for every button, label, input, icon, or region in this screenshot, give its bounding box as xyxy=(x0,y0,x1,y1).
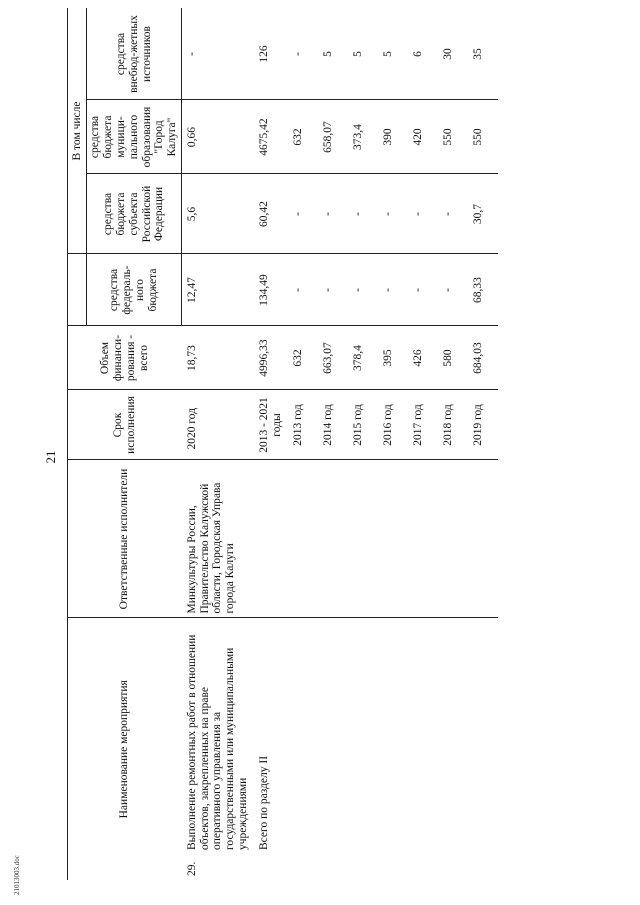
row-term: 2014 год xyxy=(318,390,348,460)
row-name-cell xyxy=(408,618,438,880)
row-executors xyxy=(408,460,438,618)
row-municipal: 4675,42 xyxy=(254,100,288,174)
row-federal: - xyxy=(378,254,408,326)
row-executors: Минкультуры России, Правительство Калужской области, Городская Управа города Калуги xyxy=(182,460,254,618)
header-federal: средства федераль-ного бюджета xyxy=(87,254,182,326)
header-blank-cell xyxy=(68,254,87,326)
row-municipal: 390 xyxy=(378,100,408,174)
row-term: 2013 - 2021 годы xyxy=(254,390,288,460)
row-federal: 134,49 xyxy=(254,254,288,326)
row-volume: 4996,33 xyxy=(254,326,288,390)
row-title: Всего по разделу II xyxy=(258,755,270,850)
row-volume: 684,03 xyxy=(468,326,498,390)
table-row xyxy=(318,8,348,880)
row-municipal: 373,4 xyxy=(348,100,378,174)
row-municipal: 658,07 xyxy=(318,100,348,174)
row-municipal: 550 xyxy=(438,100,468,174)
table-container xyxy=(67,8,557,880)
row-name-cell xyxy=(254,618,288,880)
row-term: 2017 год xyxy=(408,390,438,460)
row-number: 29. xyxy=(185,861,198,876)
row-volume: 426 xyxy=(408,326,438,390)
header-in-total: В том числе xyxy=(68,8,87,254)
row-volume: 378,4 xyxy=(348,326,378,390)
page-number: 21 xyxy=(43,450,58,464)
row-federal: - xyxy=(438,254,468,326)
header-offbudget: средства внебюд-жетных источников xyxy=(87,8,182,100)
row-offbudget: 5 xyxy=(348,8,378,100)
row-volume: 18,73 xyxy=(182,326,254,390)
header-name: Наименование мероприятия xyxy=(68,618,182,880)
header-term: Срок исполнения xyxy=(68,390,182,460)
document-id-footer: 21013003.doc xyxy=(13,855,21,895)
row-subject: - xyxy=(318,174,348,254)
row-offbudget: - xyxy=(288,8,318,100)
row-executors xyxy=(254,460,288,618)
row-term: 2019 год xyxy=(468,390,498,460)
row-federal: 68,33 xyxy=(468,254,498,326)
row-offbudget: 5 xyxy=(378,8,408,100)
row-term: 2013 год xyxy=(288,390,318,460)
row-federal: - xyxy=(318,254,348,326)
table-row xyxy=(288,8,318,880)
financing-table xyxy=(67,8,498,880)
row-offbudget: - xyxy=(182,8,254,100)
row-term: 2016 год xyxy=(378,390,408,460)
row-executors xyxy=(468,460,498,618)
row-municipal: 0,66 xyxy=(182,100,254,174)
table-row xyxy=(468,8,498,880)
row-volume: 580 xyxy=(438,326,468,390)
row-volume: 632 xyxy=(288,326,318,390)
row-term xyxy=(182,390,254,460)
row-executors xyxy=(318,460,348,618)
row-title: Выполнение ремонтных работ в отношении объектов, закрепленных на праве оперативного управления за государственными или муниципальными учреждениями xyxy=(185,634,250,850)
row-subject: 5,6 xyxy=(182,174,254,254)
row-subject: - xyxy=(288,174,318,254)
row-name-cell xyxy=(348,618,378,880)
table-row xyxy=(254,8,288,880)
row-subject: - xyxy=(408,174,438,254)
row-municipal: 550 xyxy=(468,100,498,174)
row-executors xyxy=(348,460,378,618)
row-offbudget: 35 xyxy=(468,8,498,100)
row-name-cell xyxy=(318,618,348,880)
row-subject: 30,7 xyxy=(468,174,498,254)
row-volume: 395 xyxy=(378,326,408,390)
header-subject: средства бюджета субъекта Российской Федерации xyxy=(87,174,182,254)
row-name-cell xyxy=(468,618,498,880)
row-subject: - xyxy=(348,174,378,254)
row-federal: - xyxy=(348,254,378,326)
row-offbudget: 6 xyxy=(408,8,438,100)
row-subject: - xyxy=(378,174,408,254)
row-executors xyxy=(438,460,468,618)
row-name-cell xyxy=(438,618,468,880)
row-municipal: 632 xyxy=(288,100,318,174)
rotated-page xyxy=(67,8,557,880)
header-municipal: средства бюджета муници-пального образования "Город Калуга" xyxy=(87,100,182,174)
header-executors: Ответственные исполнители xyxy=(68,460,182,618)
row-offbudget: 30 xyxy=(438,8,468,100)
row-volume: 663,07 xyxy=(318,326,348,390)
row-term: 2015 год xyxy=(348,390,378,460)
row-subject: - xyxy=(438,174,468,254)
row-subject: 60,42 xyxy=(254,174,288,254)
row-federal: 12,47 xyxy=(182,254,254,326)
table-row xyxy=(438,8,468,880)
row-executors xyxy=(378,460,408,618)
row-term-text: 2020 год xyxy=(185,407,198,450)
table-row xyxy=(348,8,378,880)
row-name-cell xyxy=(288,618,318,880)
row-federal: - xyxy=(408,254,438,326)
row-federal: - xyxy=(288,254,318,326)
row-municipal: 420 xyxy=(408,100,438,174)
row-offbudget: 5 xyxy=(318,8,348,100)
table-row xyxy=(182,8,254,880)
header-volume: Объем финанси-рования - всего xyxy=(68,326,182,390)
table-row xyxy=(378,8,408,880)
table-row xyxy=(408,8,438,880)
row-term: 2018 год xyxy=(438,390,468,460)
row-name-cell xyxy=(378,618,408,880)
row-offbudget: 126 xyxy=(254,8,288,100)
row-executors xyxy=(288,460,318,618)
row-name-cell xyxy=(182,618,254,880)
